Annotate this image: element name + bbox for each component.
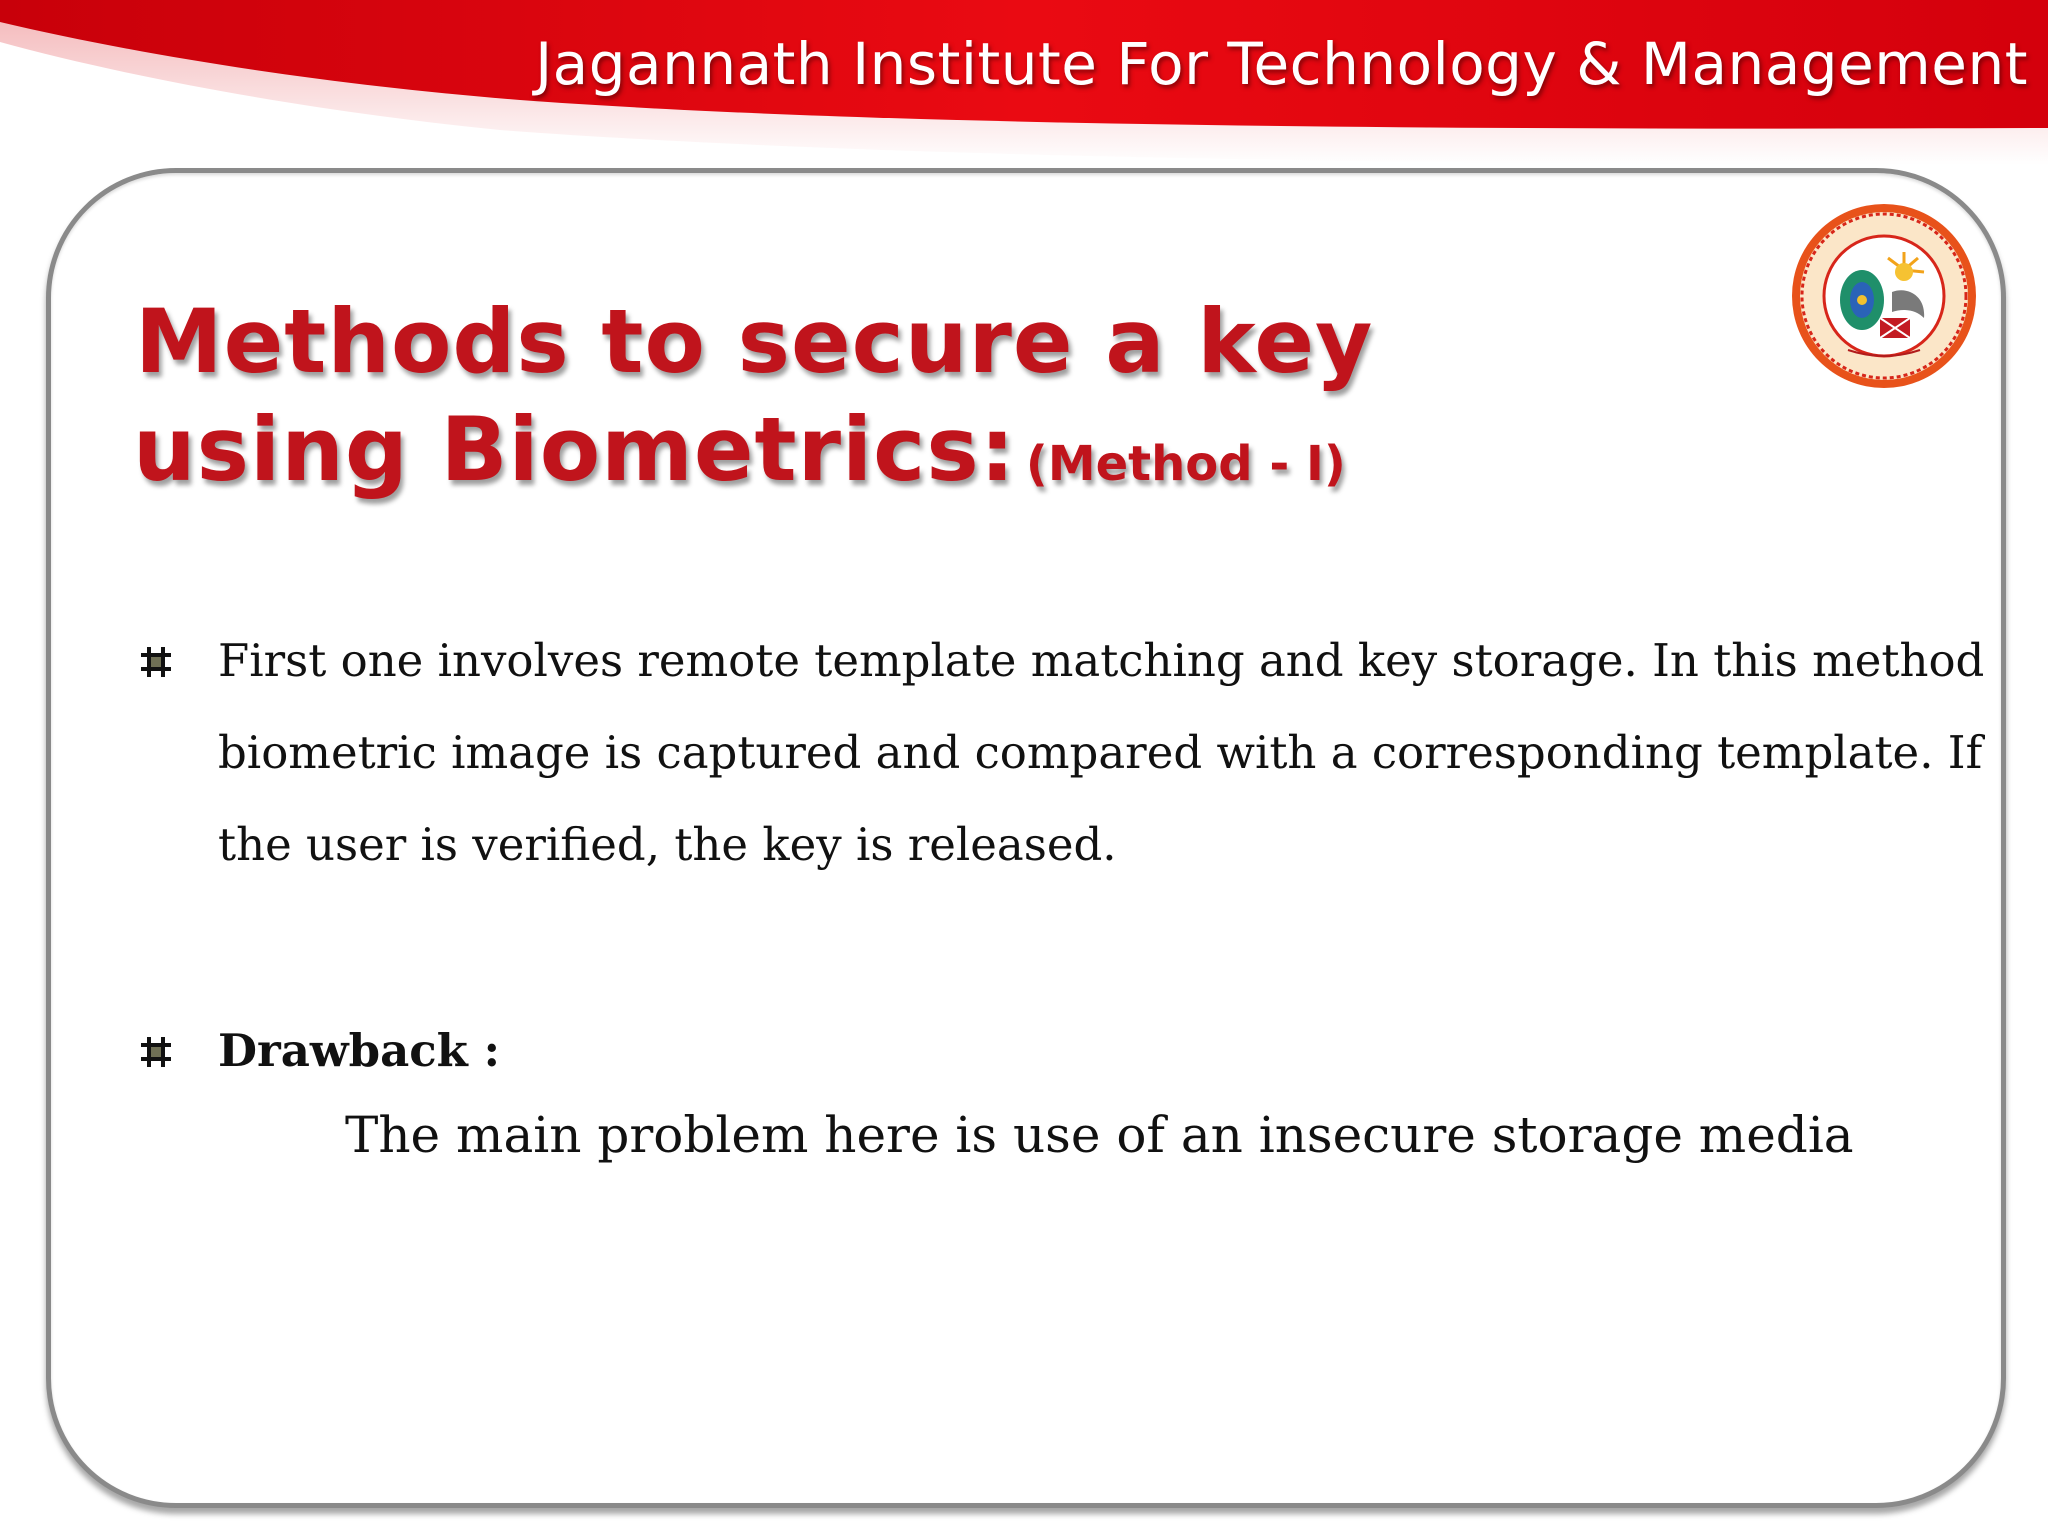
hash-bullet-icon — [140, 645, 172, 679]
title-line-1: Methods to secure a key — [135, 290, 1374, 393]
drawback-detail: The main problem here is use of an insecure storage media — [345, 1106, 1854, 1164]
institute-name: Jagannath Institute For Technology & Management — [535, 30, 2028, 98]
title-line-2-text: using Biometrics: — [133, 398, 1016, 501]
title-line-2 — [133, 396, 1373, 518]
institute-seal-icon — [1788, 200, 1980, 392]
hash-bullet-icon — [140, 1035, 172, 1069]
title-method-label: (Method - I) — [1025, 436, 1346, 492]
drawback-label: Drawback : — [218, 1024, 501, 1077]
slide-title — [135, 288, 1373, 518]
bullet-first-line-1: First one involves remote template matching and key storage. In this method — [218, 634, 1985, 687]
header-banner — [0, 0, 2048, 170]
bullet-first-line-3: the user is verified, the key is released. — [218, 818, 1117, 871]
bullet-first-line-2: biometric image is captured and compared with a corresponding template. If — [218, 726, 1983, 779]
